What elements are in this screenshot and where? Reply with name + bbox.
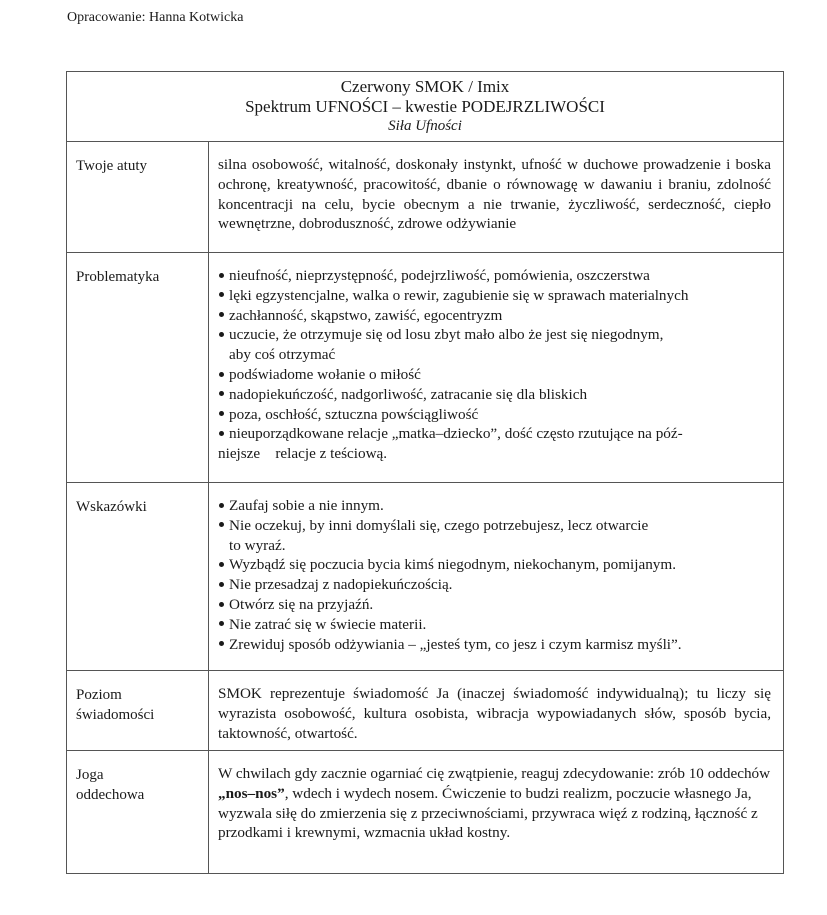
bold-phrase: „nos–nos” xyxy=(218,784,285,802)
bullet-icon xyxy=(219,621,224,626)
bullet-icon xyxy=(219,582,224,587)
row-label: Problematyka xyxy=(67,253,209,482)
row-content xyxy=(209,253,783,482)
bullet-icon xyxy=(219,522,224,527)
list-item: Otwórz się na przyjaźń. xyxy=(218,595,771,615)
list-item: nadopiekuńczość, nadgorliwość, zatracanie się dla bliskich xyxy=(218,385,771,405)
bullet-icon xyxy=(219,312,224,317)
bullet-icon xyxy=(219,562,224,567)
author-line: Opracowanie: Hanna Kotwicka xyxy=(67,10,244,25)
list-item: Nie przesadzaj z nadopiekuńczością. xyxy=(218,575,771,595)
table-header xyxy=(67,72,783,142)
bullet-icon xyxy=(219,641,224,646)
row-content: W chwilach gdy zacznie ogarniać cię zwątpienie, reaguj zdecydowanie: zrób 10 oddechów „nos–nos”, wdech i wydech nosem. Ćwiczenie to budzi realizm, poczucie własnego Ja, wyzwala siłę do zmierzenia się z przeciwnościami, przywraca więź z rodziną, łączność z przodkami i krewnymi, wzmacnia układ kostny. xyxy=(218,765,771,842)
title-line-2: Spektrum UFNOŚCI – kwestie PODEJRZLIWOŚCI xyxy=(245,97,605,116)
list-item: uczucie, że otrzymuje się od losu zbyt mało albo że jest się niegodnym, aby coś otrzymać xyxy=(218,325,771,365)
list-item: Zaufaj sobie a nie innym. xyxy=(218,496,771,516)
list-item: nieuporządkowane relacje „matka–dziecko”, dość często rzutujące na póź- niejsze relacje z teściową. xyxy=(218,425,683,463)
row-content: silna osobowość, witalność, doskonały instynkt, ufność w duchowe prowadzenie i boska ochronę, kreatywność, pracowitość, dbanie o równowagę w dawaniu i braniu, zdolność koncentracji na celu, bycie obecnym a nie trwanie, życzliwość, serdeczność, ciepło wewnętrzne, dobroduszność, zdrowe odżywianie xyxy=(218,156,771,233)
list-item: Wyzbądź się poczucia bycia kimś niegodnym, niekochanym, pomijanym. xyxy=(218,555,771,575)
bullet-icon xyxy=(219,391,224,396)
row-content: SMOK reprezentuje świadomość Ja (inaczej świadomość indywidualną); tu liczy się wyrazista osobowość, kultura osobista, wibracja wypowiadanych słów, sposób bycia, taktowność, otwartość. xyxy=(218,685,771,742)
bullet-list xyxy=(218,266,771,464)
dragon-table xyxy=(66,71,784,874)
row-content xyxy=(209,483,783,670)
title-line-1: Czerwony SMOK / Imix xyxy=(340,77,510,96)
bullet-icon xyxy=(219,411,224,416)
bullet-icon xyxy=(219,332,224,337)
list-item: Zrewiduj sposób odżywiania – „jesteś tym, co jesz i czym karmisz myśli”. xyxy=(218,635,771,655)
list-item: zachłanność, skąpstwo, zawiść, egocentryzm xyxy=(218,306,771,326)
bullet-icon xyxy=(219,431,224,436)
bullet-icon xyxy=(219,292,224,297)
table-row-poziom xyxy=(67,671,783,751)
table-row-problematyka xyxy=(67,253,783,483)
row-label: Joga oddechowa xyxy=(67,751,209,873)
subtitle: Siła Ufności xyxy=(388,118,462,134)
list-item: Nie zatrać się w świecie materii. xyxy=(218,615,771,635)
list-item: podświadome wołanie o miłość xyxy=(218,365,771,385)
list-item: Nie oczekuj, by inni domyślali się, czego potrzebujesz, lecz otwarcie to wyraź. xyxy=(218,516,771,556)
row-label: Twoje atuty xyxy=(67,142,209,252)
row-label: Wskazówki xyxy=(67,483,209,670)
bullet-icon xyxy=(219,503,224,508)
table-row-atuty xyxy=(67,142,783,253)
list-item: poza, oschłość, sztuczna powściągliwość xyxy=(218,405,771,425)
table-row-joga xyxy=(67,751,783,873)
table-row-wskazowki xyxy=(67,483,783,671)
list-item: nieufność, nieprzystępność, podejrzliwość, pomówienia, oszczerstwa xyxy=(218,266,771,286)
bullet-icon xyxy=(219,372,224,377)
bullet-icon xyxy=(219,602,224,607)
bullet-list xyxy=(218,496,771,654)
list-item: lęki egzystencjalne, walka o rewir, zagubienie się w sprawach materialnych xyxy=(218,286,771,306)
row-label: Poziom świadomości xyxy=(67,671,209,750)
bullet-icon xyxy=(219,273,224,278)
